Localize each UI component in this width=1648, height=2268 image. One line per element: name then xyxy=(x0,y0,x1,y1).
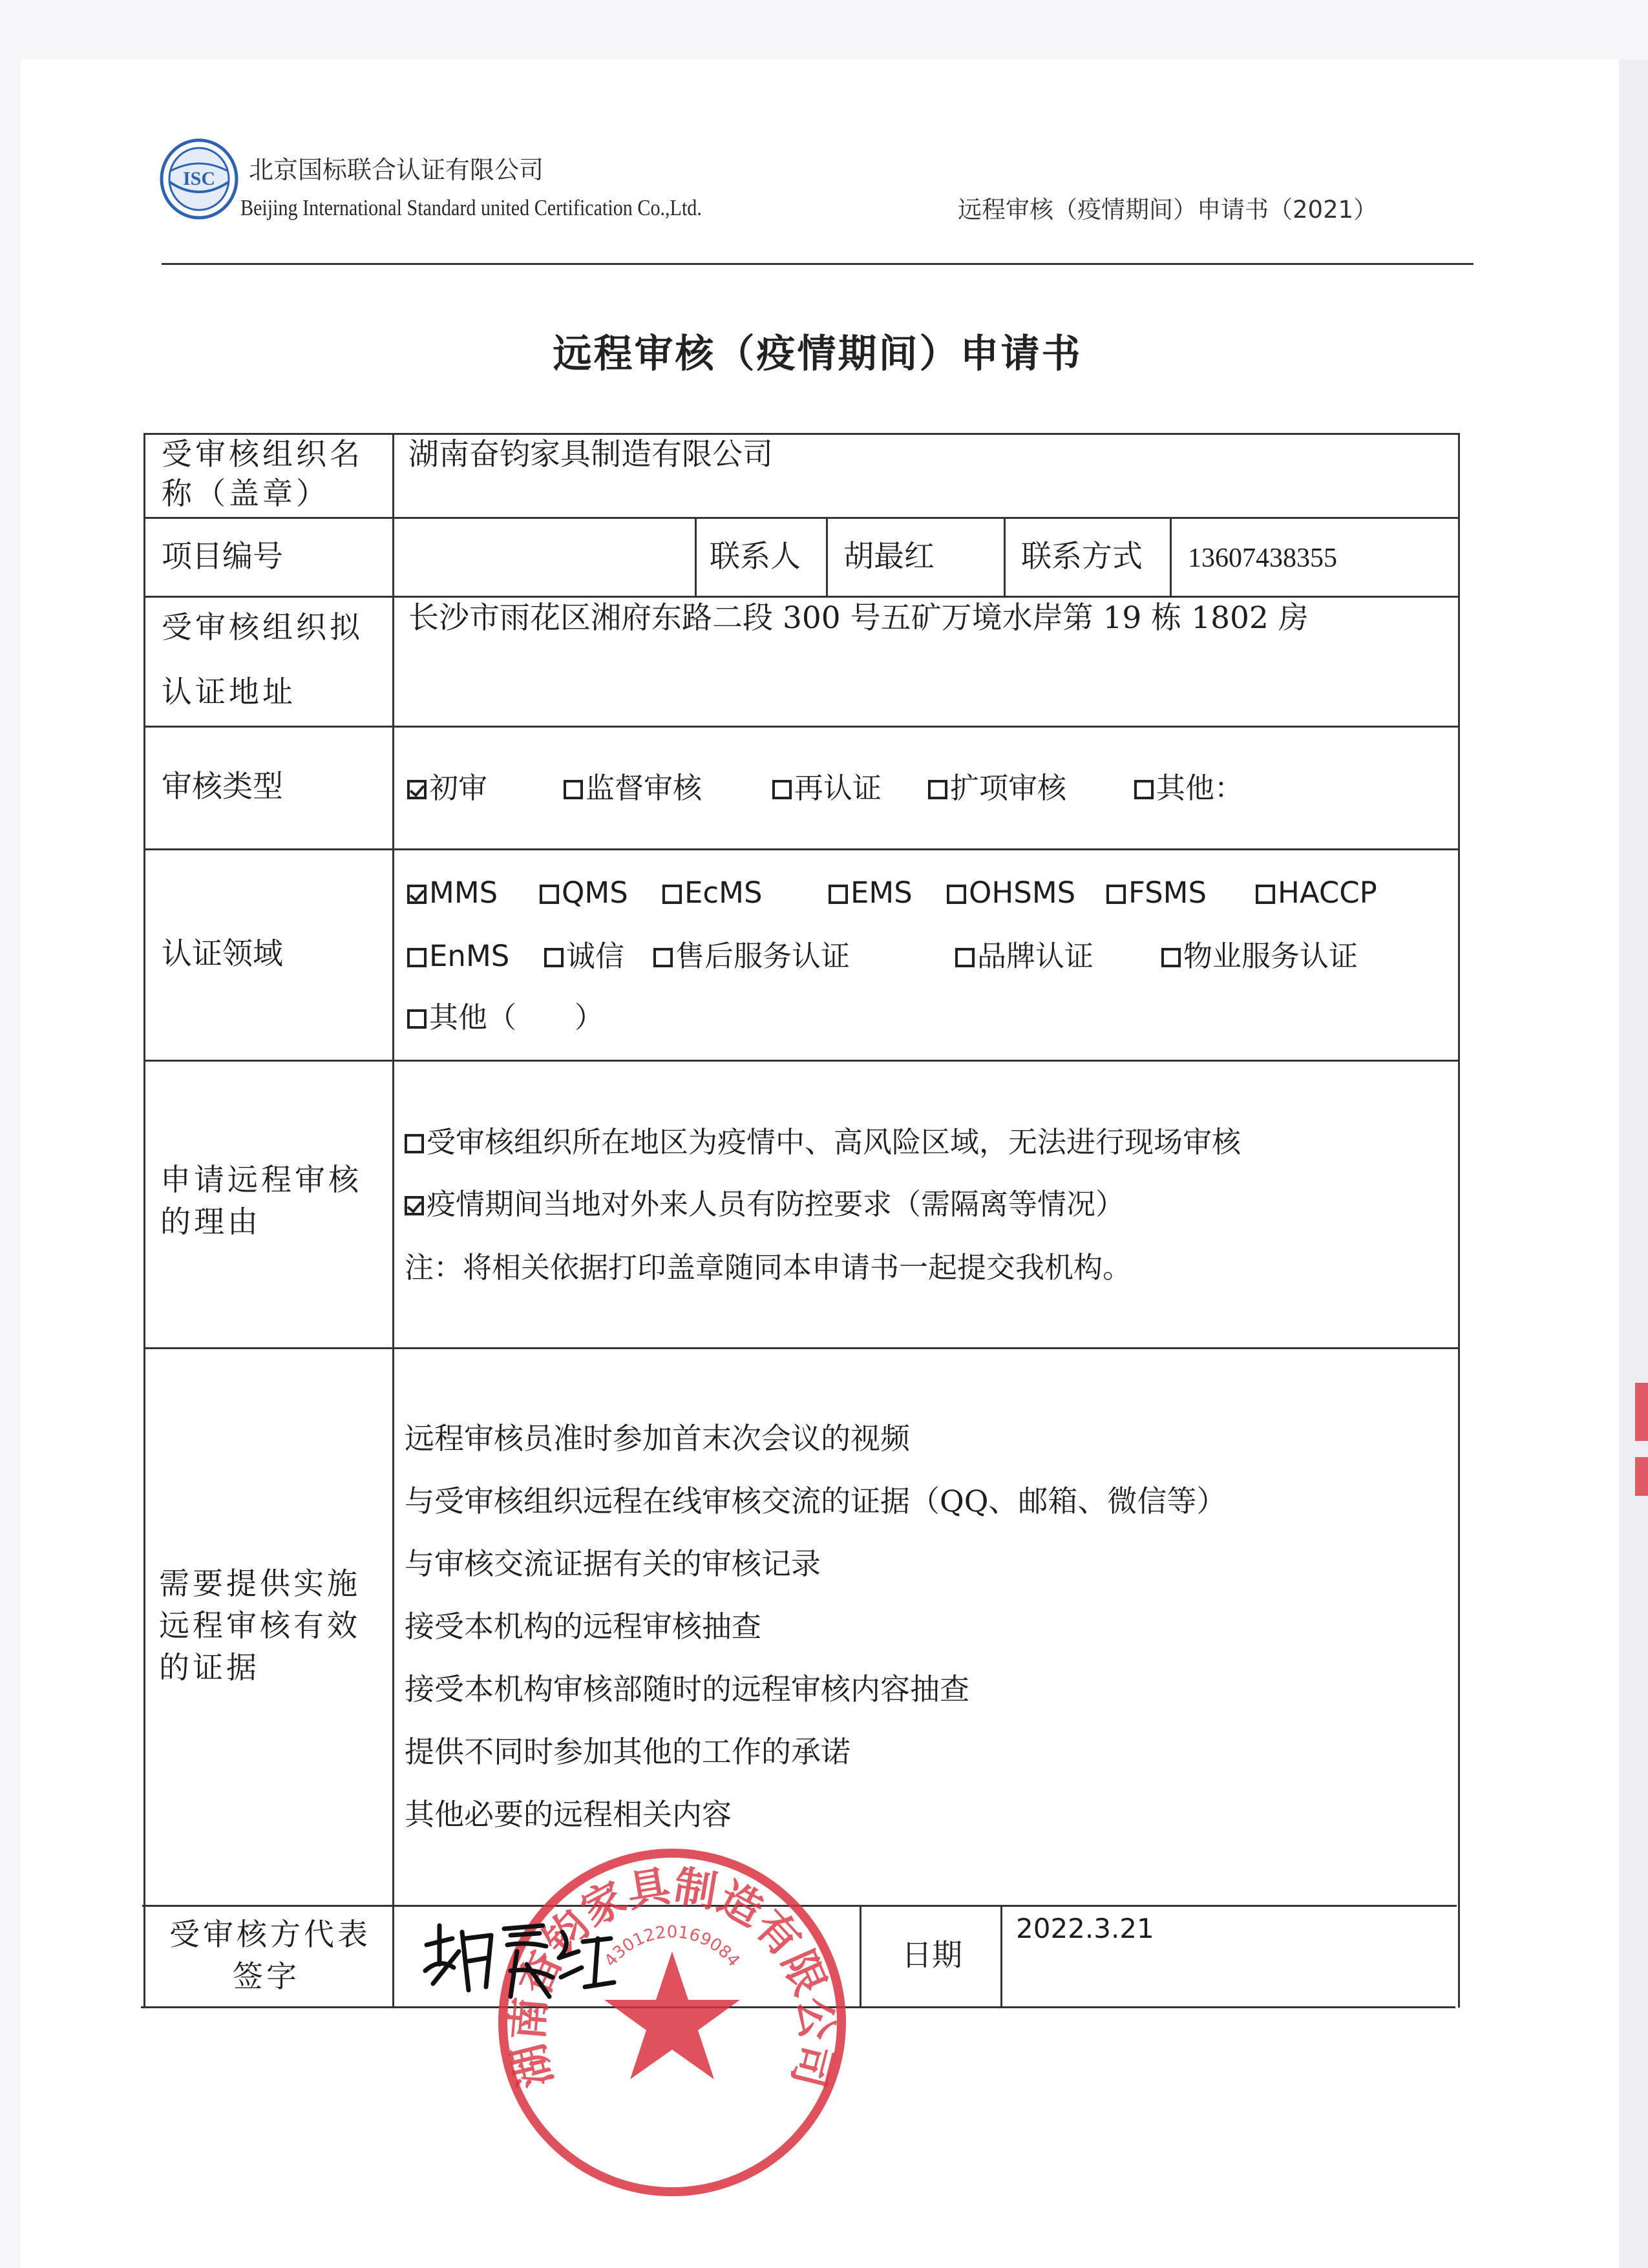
option-label: 物业服务认证 xyxy=(1183,939,1358,973)
org-name-label-2: 称（盖章） xyxy=(162,476,330,512)
evidence-label-2: 远程审核有效 xyxy=(159,1608,361,1644)
unchecked-checkbox-icon[interactable] xyxy=(955,948,975,967)
option-label: 诚信 xyxy=(566,939,625,973)
cert-field-option[interactable] xyxy=(1106,874,1207,912)
unchecked-checkbox-icon[interactable] xyxy=(1256,885,1275,904)
logo-text: ISC xyxy=(182,168,216,189)
table-line xyxy=(143,433,145,2008)
audit-type-option[interactable] xyxy=(1134,769,1243,808)
project-no-label: 项目编号 xyxy=(162,539,283,574)
table-line xyxy=(392,433,394,2008)
seal-text: 湖南奋钧家具制造有限公司 xyxy=(502,1860,842,2093)
option-label: EnMS xyxy=(429,939,510,973)
reason-note: 注：将相关依据打印盖章随同本申请书一起提交我机构。 xyxy=(405,1250,1132,1285)
contact-label: 联系人 xyxy=(710,539,801,574)
unchecked-checkbox-icon[interactable] xyxy=(772,780,792,799)
unchecked-checkbox-icon[interactable] xyxy=(662,885,682,904)
option-label: OHSMS xyxy=(969,876,1076,910)
address-label: 受审核组织拟 xyxy=(162,610,363,646)
evidence-item: 远程审核员准时参加首末次会议的视频 xyxy=(405,1421,910,1456)
cert-field-label: 认证领域 xyxy=(162,936,283,972)
evidence-label: 需要提供实施 xyxy=(159,1566,361,1602)
table-line xyxy=(143,1060,1460,1062)
unchecked-checkbox-icon[interactable] xyxy=(544,948,564,967)
checked-checkbox-icon[interactable] xyxy=(407,780,427,799)
table-line xyxy=(1458,433,1460,2008)
option-label: 其他： xyxy=(1156,771,1244,805)
unchecked-checkbox-icon[interactable] xyxy=(1161,948,1181,967)
sign-label: 受审核方代表 xyxy=(169,1917,371,1953)
header-divider xyxy=(162,263,1474,265)
option-label: 受审核组织所在地区为疫情中、高风险区域，无法进行现场审核 xyxy=(427,1125,1241,1159)
edge-mark xyxy=(1635,1457,1648,1496)
cert-field-option[interactable] xyxy=(947,874,1075,912)
company-seal xyxy=(491,1842,853,2203)
audit-type-option[interactable] xyxy=(772,769,882,808)
table-line xyxy=(1004,517,1006,596)
evidence-item: 其他必要的远程相关内容 xyxy=(405,1797,732,1832)
reason-label-2: 的理由 xyxy=(160,1204,261,1240)
contact-value: 胡最红 xyxy=(843,539,935,574)
table-line xyxy=(143,726,1460,728)
evidence-item: 与审核交流证据有关的审核记录 xyxy=(405,1546,821,1581)
unchecked-checkbox-icon[interactable] xyxy=(653,948,673,967)
checked-checkbox-icon[interactable] xyxy=(405,1196,424,1215)
table-line xyxy=(860,1905,861,2008)
cert-field-option[interactable] xyxy=(540,874,628,912)
date-value: 2022.3.21 xyxy=(1016,1913,1154,1944)
option-label: 售后服务认证 xyxy=(675,939,850,973)
cert-field-option[interactable] xyxy=(407,874,498,912)
evidence-item: 接受本机构审核部随时的远程审核内容抽查 xyxy=(405,1672,969,1706)
table-line xyxy=(143,848,1460,850)
option-label: 再认证 xyxy=(794,771,882,805)
evidence-label-3: 的证据 xyxy=(159,1650,260,1686)
option-label: EcMS xyxy=(684,876,763,910)
table-line xyxy=(143,517,1460,519)
option-label: 初审 xyxy=(429,771,488,805)
address-value: 长沙市雨花区湘府东路二段 300 号五矿万境水岸第 19 栋 1802 房 xyxy=(408,600,1309,636)
audit-type-option[interactable] xyxy=(407,769,487,808)
table-line xyxy=(826,517,828,596)
evidence-item: 提供不同时参加其他的工作的承诺 xyxy=(405,1734,850,1769)
option-label: EMS xyxy=(850,876,913,910)
table-line xyxy=(143,1347,1460,1349)
table-line xyxy=(1170,517,1172,596)
audit-type-option[interactable] xyxy=(928,769,1066,808)
unchecked-checkbox-icon[interactable] xyxy=(540,885,559,904)
cert-field-option[interactable] xyxy=(1256,874,1377,912)
cert-field-option[interactable] xyxy=(544,937,624,976)
seal-number: 4301220169084 xyxy=(600,1922,744,1971)
company-name-en: Beijing International Standard united Certification Co.,Ltd. xyxy=(240,195,702,220)
unchecked-checkbox-icon[interactable] xyxy=(947,885,966,904)
cert-field-option[interactable] xyxy=(407,937,509,976)
company-logo-icon xyxy=(157,137,241,221)
document-code: 远程审核（疫情期间）申请书（2021） xyxy=(958,196,1378,224)
company-name-cn: 北京国标联合认证有限公司 xyxy=(249,156,544,184)
option-label: 疫情期间当地对外来人员有防控要求（需隔离等情况） xyxy=(427,1187,1125,1221)
option-label: 监督审核 xyxy=(586,771,703,805)
unchecked-checkbox-icon[interactable] xyxy=(564,780,583,799)
paper-edge xyxy=(1619,59,1648,2268)
cert-field-option[interactable] xyxy=(662,874,763,912)
cert-field-option[interactable] xyxy=(407,998,604,1037)
unchecked-checkbox-icon[interactable] xyxy=(405,1134,424,1153)
option-label: HACCP xyxy=(1278,876,1377,910)
reason-label: 申请远程审核 xyxy=(160,1162,362,1198)
reason-option[interactable] xyxy=(405,1185,1125,1224)
seal-star-icon xyxy=(604,1951,740,2079)
unchecked-checkbox-icon[interactable] xyxy=(1106,885,1126,904)
cert-field-option[interactable] xyxy=(955,937,1093,976)
sign-label-2: 签字 xyxy=(233,1959,300,1995)
cert-field-option[interactable] xyxy=(829,874,913,912)
table-line xyxy=(695,517,697,596)
audit-type-option[interactable] xyxy=(564,769,702,808)
date-label: 日期 xyxy=(902,1938,962,1973)
address-label-2: 认证地址 xyxy=(162,675,296,710)
cert-field-option[interactable] xyxy=(1161,937,1358,976)
unchecked-checkbox-icon[interactable] xyxy=(829,885,848,904)
option-label: 其他（ ） xyxy=(429,1000,604,1034)
option-label: FSMS xyxy=(1128,876,1207,910)
evidence-item: 接受本机构的远程审核抽查 xyxy=(405,1609,761,1644)
reason-option[interactable] xyxy=(405,1123,1241,1162)
evidence-item: 与受审核组织远程在线审核交流的证据（QQ、邮箱、微信等） xyxy=(405,1484,1227,1518)
table-line xyxy=(1000,1905,1002,2008)
org-name-value: 湖南奋钧家具制造有限公司 xyxy=(408,437,773,472)
handwritten-signature xyxy=(414,1906,620,2010)
unchecked-checkbox-icon[interactable] xyxy=(928,780,947,799)
unchecked-checkbox-icon[interactable] xyxy=(407,1009,427,1029)
option-label: 扩项审核 xyxy=(950,771,1067,805)
unchecked-checkbox-icon[interactable] xyxy=(407,948,427,967)
unchecked-checkbox-icon[interactable] xyxy=(1134,780,1154,799)
cert-field-option[interactable] xyxy=(653,937,850,976)
phone-label: 联系方式 xyxy=(1021,539,1143,574)
checked-checkbox-icon[interactable] xyxy=(407,885,427,904)
option-label: QMS xyxy=(562,876,628,910)
org-name-label: 受审核组织名 xyxy=(162,437,363,472)
phone-value: 13607438355 xyxy=(1188,543,1337,573)
audit-type-label: 审核类型 xyxy=(162,769,283,804)
document-title: 远程审核（疫情期间）申请书 xyxy=(553,331,1083,377)
option-label: 品牌认证 xyxy=(977,939,1094,973)
option-label: MMS xyxy=(429,876,498,910)
edge-mark xyxy=(1635,1383,1648,1441)
